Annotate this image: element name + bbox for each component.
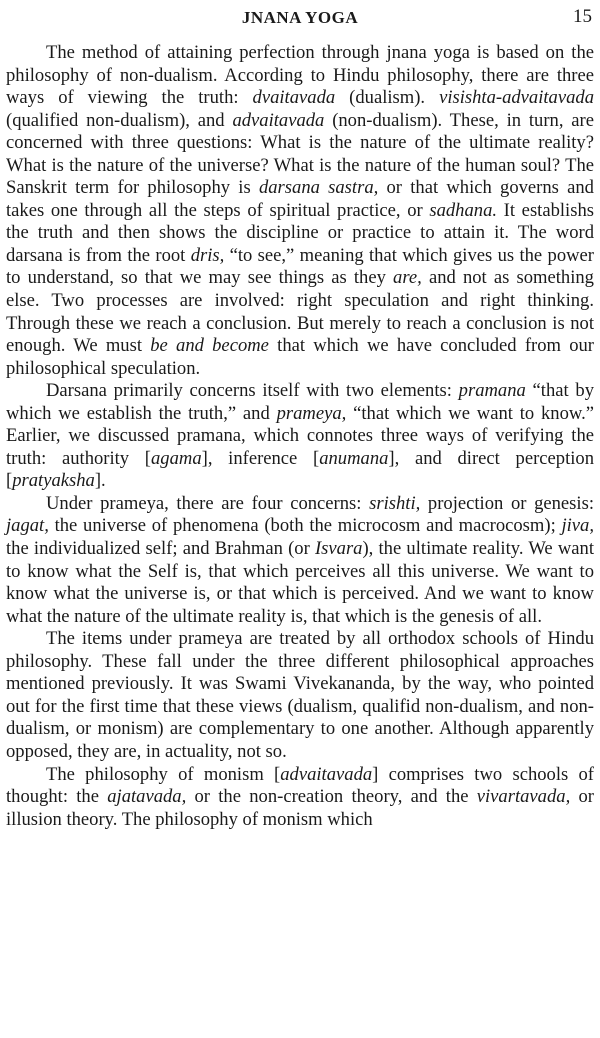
italic-term: jiva, bbox=[561, 515, 594, 537]
text-run: The items under prameya are treated by all orthodox schools of Hindu philosophy. These fall under the three different philosophical approaches mentioned previously. It was Swami Vivekananda, by the way, who pointed out for the first time that these views (dualism, qualifid non-dualism, and non-dualism, or monism) are complementary to one another. Although apparently opposed, they are, in actuality, not so. bbox=[6, 628, 594, 762]
italic-term: visishta-advaitavada bbox=[439, 87, 594, 109]
italic-term: jagat, bbox=[6, 515, 49, 537]
text-run: The method of attaining perfection through jnana yoga is based on the philosophy of non-dualism. According to Hindu philosophy, there are three ways of viewing the truth: bbox=[6, 42, 594, 109]
italic-term: srishti, bbox=[369, 492, 421, 514]
italic-term: sadhana. bbox=[429, 199, 498, 221]
italic-term: dvaitavada bbox=[252, 87, 336, 109]
text-run: ], inference [ bbox=[201, 447, 320, 469]
paragraph bbox=[6, 493, 594, 628]
text-run: the universe of phenomena (both the microcosm and macrocosm); bbox=[48, 515, 562, 537]
text-run: ], and direct perception [ bbox=[6, 447, 594, 492]
text-run: The philosophy of monism [ bbox=[46, 763, 281, 785]
italic-term: advaitavada bbox=[280, 763, 373, 785]
italic-term: vivartavada, bbox=[476, 786, 571, 808]
italic-term: agama bbox=[151, 447, 202, 469]
text-run: ), the ultimate reality. We want to know what the Self is, that which perceives all this universe. We want to know what the universe is, or that which is perceived. And we want to know what the nature of the ultimate reality is, that which is the genesis of all. bbox=[6, 538, 595, 627]
body-text bbox=[6, 42, 594, 831]
paragraph bbox=[6, 42, 594, 380]
text-run: that which we have concluded from our philosophical speculation. bbox=[6, 335, 594, 379]
page-number: 15 bbox=[573, 6, 592, 27]
italic-term: be and become bbox=[150, 335, 269, 357]
italic-term: Isvara bbox=[314, 538, 363, 560]
text-run: (non-dualism). These, in turn, are concerned with three questions: What is the nature of the ultimate reality? What is the nature of the universe? What is the nature of the human soul? The Sanskrit term for philosophy is bbox=[6, 109, 594, 199]
italic-term: dris, bbox=[190, 244, 225, 266]
text-run: and not as something else. Two processes are involved: right speculation and right thinking. Through these we reach a conclusion. But merely to reach a conclusion is not enough. We must bbox=[6, 267, 594, 357]
text-run: or that which governs and takes one through all the steps of spiritual practice, or bbox=[6, 177, 594, 221]
text-run: “to see,” meaning that which gives us the power to understand, so that we may see things as they bbox=[6, 244, 594, 289]
italic-term: are, bbox=[393, 267, 422, 289]
text-run: “that which we want to know.” Earlier, we discussed pramana, which connotes three ways of verifying the truth: authority [ bbox=[6, 402, 594, 469]
text-run: or illusion theory. The philosophy of monism which bbox=[6, 786, 594, 830]
text-run: It establishs the truth and then shows the discipline or practice to attain it. The word darsana is from the root bbox=[6, 199, 594, 266]
text-run: Under prameya, there are four concerns: bbox=[46, 492, 370, 514]
italic-term: prameya, bbox=[276, 402, 347, 424]
text-run: ] comprises two schools of thought: the bbox=[6, 763, 595, 808]
text-run: “that by which we establish the truth,” and bbox=[6, 380, 594, 424]
italic-term: pratyaksha bbox=[12, 470, 95, 492]
text-run: or the non-creation theory, and the bbox=[186, 786, 477, 808]
paragraph bbox=[6, 764, 594, 832]
running-title: JNANA YOGA bbox=[241, 8, 359, 27]
paragraph bbox=[6, 628, 594, 763]
text-run: the individualized self; and Brahman (or bbox=[6, 538, 315, 560]
italic-term: advaitavada bbox=[232, 109, 325, 131]
italic-term: pramana bbox=[458, 380, 526, 402]
italic-term: anumana bbox=[319, 447, 389, 469]
running-head bbox=[0, 6, 600, 30]
text-run: Darsana primarily concerns itself with two elements: bbox=[46, 380, 459, 402]
text-run: (qualified non-dualism), and bbox=[6, 109, 233, 131]
text-run: (dualism). bbox=[335, 87, 440, 109]
paragraph bbox=[6, 380, 594, 493]
italic-term: darsana sastra, bbox=[258, 177, 379, 199]
italic-term: ajatavada, bbox=[107, 786, 187, 808]
text-run: projection or genesis: bbox=[420, 492, 594, 514]
text-run: ]. bbox=[94, 470, 106, 492]
